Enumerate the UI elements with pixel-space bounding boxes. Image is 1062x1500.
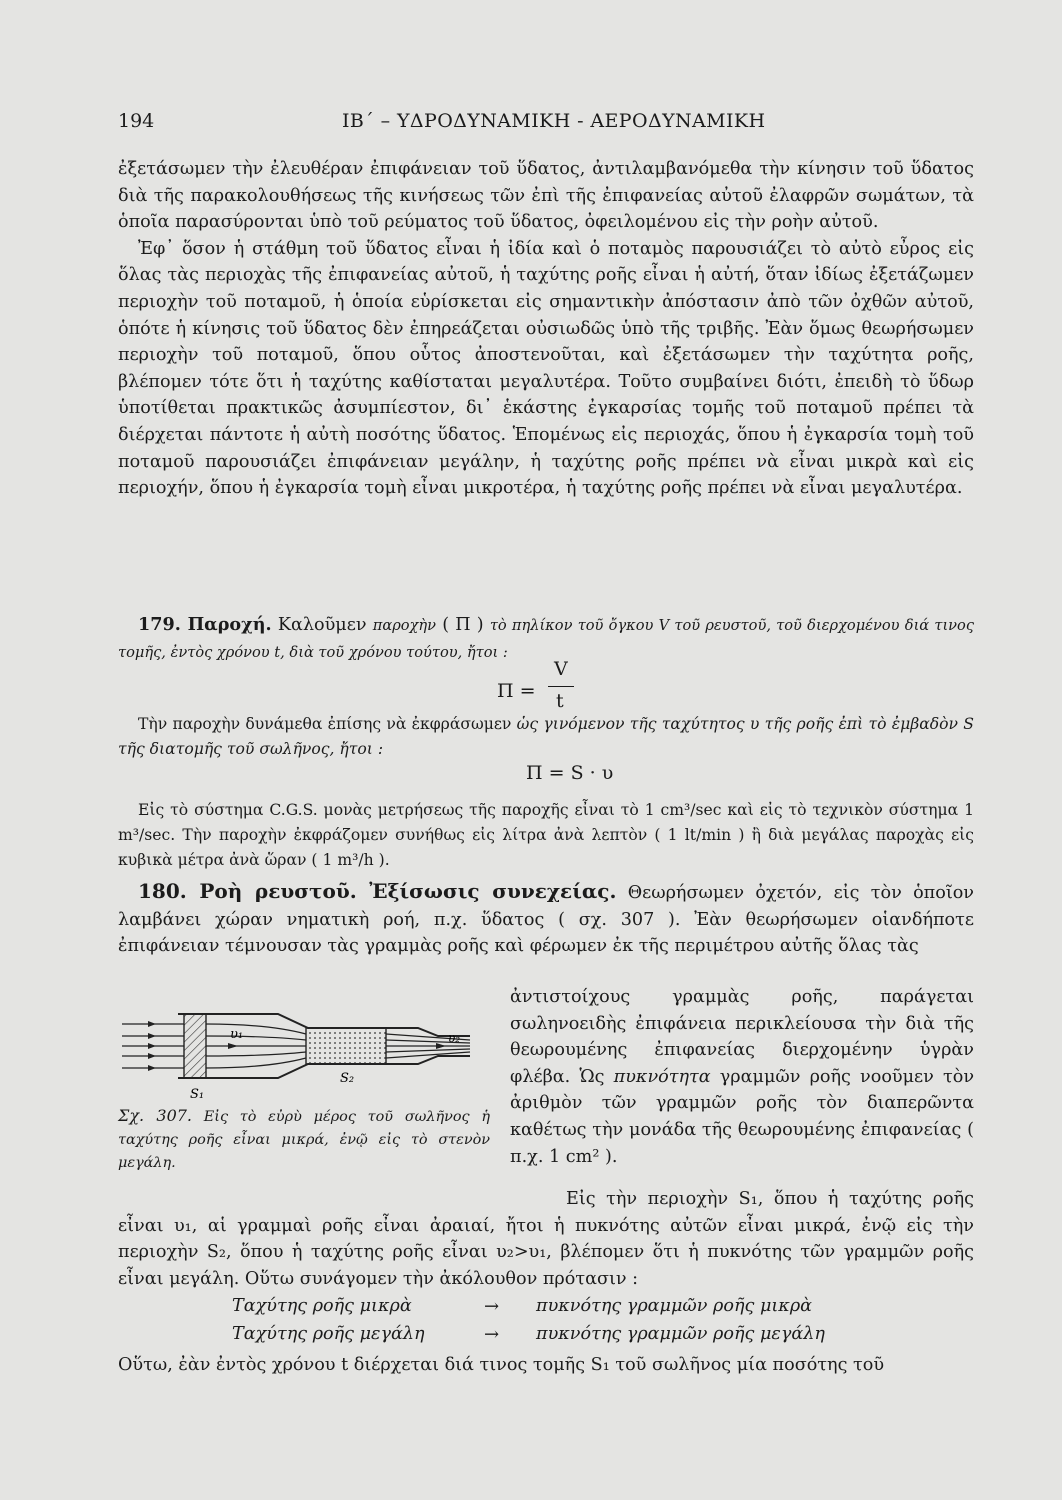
section-180-heading: 180. Ροὴ ρευστοῦ. Ἐξίσωσις συνεχείας.	[138, 879, 617, 903]
page-number: 194	[118, 110, 155, 132]
right-column-text	[510, 984, 974, 1170]
label-s2: S₂	[340, 1071, 355, 1086]
section-179	[118, 612, 974, 665]
paragraph-s1	[118, 1186, 974, 1292]
label-v1: υ₁	[230, 1027, 244, 1042]
right-col-a: ἀντιστοίχους γραμμὰς ροῆς, παράγεται σωληνοειδὴς ἐπιφάνεια περικλείουσα τὴν διὰ τῆς θεωρουμένης ἐπιφανείας διερχομένην ὑγρὰν φλέβα. Ὡς	[510, 987, 974, 1087]
prop1-arrow: →	[484, 1296, 500, 1317]
eq1-fraction-bar	[548, 686, 574, 687]
prop2-arrow: →	[484, 1324, 500, 1345]
caption-text: Εἰς τὸ εὐρὺ μέρος τοῦ σωλῆνος ἡ ταχύτης ροῆς εἶναι μικρά, ἐνῷ εἰς τὸ στενὸν μεγάλη.	[118, 1109, 490, 1171]
right-col-term: πυκνότητα	[613, 1066, 711, 1087]
equation-1	[497, 680, 536, 702]
s179-term: παροχὴν	[372, 617, 437, 634]
label-s1: S₁	[190, 1087, 205, 1102]
s179-line2-a: Τὴν παροχὴν δυνάμεθα ἐπίσης νὰ ἐκφράσωμεν	[138, 715, 512, 733]
s179-definition: τὸ πηλίκον τοῦ ὄγκου V τοῦ ρευστοῦ, τοῦ διερχομένου διά τινος τομῆς, ἐντὸς χρόνου t, διὰ τοῦ χρόνου τούτου, ἤτοι :	[118, 617, 974, 661]
s179-line2-b: ὡς γινόμενον τῆς ταχύτητος υ τῆς ροῆς ἐπὶ τὸ ἐμβαδὸν S τῆς διατομῆς τοῦ σωλῆνος, ἤτοι :	[118, 715, 974, 758]
s180-line1: Θεωρήσωμεν ὀχετόν, εἰς τὸν ὁποῖον λαμβάνει χώραν νηματικὴ ροή, π.χ. ὕδατος ( σχ. 307 ). Ἐὰν θεωρήσωμεν οἱανδήποτε ἐπιφάνειαν τέμνουσαν τὰς γραμμὰς ροῆς καὶ φέρωμεν ἐκ τῆς περιμέτρου αὐτῆς ὅλας τὰς	[118, 883, 975, 957]
last-line-text: Οὕτω, ἐὰν ἐντὸς χρόνου t διέρχεται διά τινος τομῆς S₁ τοῦ σωλῆνος μία ποσότης τοῦ	[118, 1355, 885, 1375]
prop1-left: Ταχύτης ροῆς μικρὰ	[232, 1296, 412, 1316]
eq1-numerator: V	[554, 658, 568, 680]
section-180	[118, 878, 974, 960]
prop1-right: πυκνότης γραμμῶν ροῆς μικρὰ	[536, 1296, 813, 1316]
streamlines	[122, 1024, 470, 1068]
right-col-b: γραμμῶν ροῆς νοοῦμεν τὸν ἀριθμὸν τῶν γραμμῶν ροῆς τὸν διαπερῶντα καθέτως τὴν μονάδα τῆς θεωρουμένης ἐπιφανείας ( π.χ. 1 cm² ).	[510, 1066, 975, 1167]
caption-label: Σχ. 307.	[118, 1106, 193, 1125]
label-v2: υ₂	[448, 1031, 461, 1045]
s179-intro: Καλοῦμεν	[277, 615, 367, 635]
prop2-left: Ταχύτης ροῆς μεγάλη	[232, 1324, 425, 1344]
running-header: ΙΒ΄ – ΥΔΡΟΔΥΝΑΜΙΚΗ - ΑΕΡΟΔΥΝΑΜΙΚΗ	[342, 110, 766, 132]
cross-section-s1	[184, 1014, 206, 1078]
pipe-diagram	[118, 1006, 494, 1106]
prop2-right: πυκνότης γραμμῶν ροῆς μεγάλη	[536, 1324, 825, 1344]
figure-caption	[118, 1104, 490, 1175]
s179-units	[118, 798, 974, 873]
para-s1-text: Εἰς τὴν περιοχὴν S₁, ὅπου ἡ ταχύτης ροῆς εἶναι υ₁, αἱ γραμμαὶ ροῆς εἶναι ἀραιαί, ἤτοι ἡ πυκνότης αὐτῶν εἶναι μικρά, ἐνῷ εἰς τὴν περιοχὴν S₂, ὅπου ἡ ταχύτης ροῆς εἶναι υ₂>υ₁, βλέπομεν ὅτι ἡ πυκνότης τῶν γραμμῶν ροῆς εἶναι μεγάλη. Οὕτω συνάγομεν τὴν ἀκόλουθον πρότασιν :	[118, 1189, 974, 1289]
paragraph-2: Ἐφ᾽ ὅσον ἡ στάθμη τοῦ ὕδατος εἶναι ἡ ἰδία καὶ ὁ ποταμὸς παρουσιάζει τὸ αὐτὸ εὖρος εἰς ὅλας τὰς περιοχὰς τῆς ἐπιφανείας αὐτοῦ, ἡ ταχύτης ροῆς εἶναι ἡ αὐτή, ὅταν ἰδίως ἐξετάζωμεν περιοχὴν τοῦ ποταμοῦ, ἡ ὁποία εὑρίσκεται εἰς σημαντικὴν ἀπόστασιν ἀπὸ τῶν ὀχθῶν αὐτοῦ, ὁπότε ἡ κίνησις τοῦ ὕδατος δὲν ἐπηρεάζεται οὐσιωδῶς ὑπὸ τῆς τριβῆς. Ἐὰν ὅμως θεωρήσωμεν περιοχὴν τοῦ ποταμοῦ, ὅπου οὗτος ἀποστενοῦται, καὶ ἐξετάσωμεν τὴν ταχύτητα ροῆς, βλέπομεν τότε ὅτι ἡ ταχύτης καθίσταται μεγαλυτέρα. Τοῦτο συμβαίνει διότι, ἐπειδὴ τὸ ὕδωρ ὑποτίθεται πρακτικῶς ἀσυμπίεστον, δι᾽ ἑκάστης ἐγκαρσίας τομῆς τοῦ ποταμοῦ πρέπει τὰ διέρχεται πάντοτε ἡ αὐτὴ ποσότης ὕδατος. Ἑπομένως εἰς περιοχάς, ὅπου ἡ ἐγκαρσία τομὴ τοῦ ποταμοῦ παρουσιάζει ἐπιφάνειαν μεγάλην, ἡ ταχύτης ροῆς πρέπει νὰ εἶναι μικρὰ καὶ εἰς περιοχήν, ὅπου ἡ ἐγκαρσία τομὴ εἶναι μικροτέρα, ἡ ταχύτης ροῆς πρέπει νὰ εἶναι μεγαλυτέρα.	[118, 238, 974, 499]
s179-units-text: Εἰς τὸ σύστημα C.G.S. μονὰς μετρήσεως τῆς παροχῆς εἶναι τὸ 1 cm³/sec καὶ εἰς τὸ τεχνικὸν σύστημα 1 m³/sec. Τὴν παροχὴν ἐκφράζομεν συνήθως εἰς λίτρα ἀνὰ λεπτὸν ( 1 lt/min ) ἢ διὰ μεγάλας παροχὰς εἰς κυβικὰ μέτρα ἀνὰ ὥραν ( 1 m³/h ).	[118, 801, 974, 869]
s179-line2	[118, 712, 974, 762]
eq1-denominator: t	[556, 690, 564, 712]
cross-section-s2	[306, 1028, 386, 1064]
paragraph-1: ἐξετάσωμεν τὴν ἐλευθέραν ἐπιφάνειαν τοῦ ὕδατος, ἀντιλαμβανόμεθα τὴν κίνησιν τοῦ ὕδατος διὰ τῆς παρακολουθήσεως τῆς κινήσεως τῶν ἐπὶ τῆς ἐπιφανείας αὐτοῦ ἐλαφρῶν σωμάτων, τὰ ὁποῖα παρασύρονται ὑπὸ τοῦ ρεύματος τοῦ ὕδατος, ὀφειλομένου εἰς τὴν ροὴν αὐτοῦ.	[118, 159, 974, 233]
last-line	[118, 1352, 974, 1379]
equation-2: Π = S · υ	[526, 762, 614, 784]
figure-307	[118, 1006, 494, 1106]
body-text-top	[118, 156, 974, 502]
section-179-heading: 179. Παροχή.	[138, 614, 272, 635]
eq1-lhs: Π =	[497, 680, 536, 702]
s179-symbol: ( Π )	[442, 615, 484, 635]
